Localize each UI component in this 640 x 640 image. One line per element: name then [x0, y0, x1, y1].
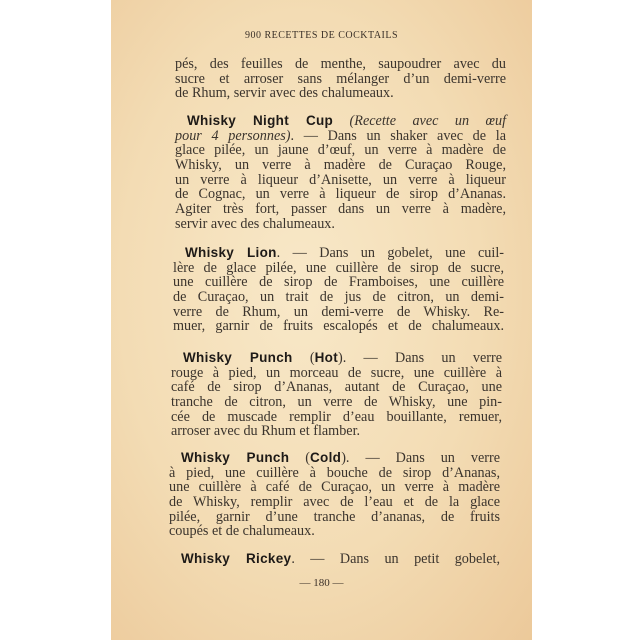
recipe-title-line: [169, 552, 500, 567]
recipe-whisky-night-cup: [175, 114, 506, 232]
text: ). — Dans un verre: [338, 350, 502, 366]
text: (: [292, 350, 315, 366]
text-line: glace pilée, un jaune d’œuf, un verre à madère de: [175, 142, 506, 159]
text: . — Dans un gobelet, une cuil-: [276, 245, 504, 261]
text-line: [175, 129, 506, 144]
recipe-title-line: [169, 451, 500, 466]
recipe-title: Whisky Punch: [183, 350, 293, 365]
text-line: sucre et arroser sans mélanger d’un demi-verre: [175, 70, 506, 87]
book-page: [111, 0, 532, 640]
recipe-title: Whisky Rickey: [181, 551, 292, 566]
text-line: de Rhum, servir avec des chalumeaux.: [175, 85, 394, 102]
text: ). — Dans un verre: [341, 450, 500, 466]
recipe-note: (Recette avec un œuf: [349, 113, 507, 129]
running-header: 900 RECETTES DE COCKTAILS: [244, 30, 399, 41]
text-line: verre de Rhum, un demi-verre de Whisky. Re-: [173, 303, 504, 320]
text-line: pés, des feuilles de menthe, saupoudrer avec du: [175, 56, 506, 72]
text-line: de Curaçao, un trait de jus de citron, un demi-: [173, 289, 504, 306]
recipe-title-line: [175, 114, 506, 129]
text-line: un verre à liqueur d’Anisette, un verre à liqueur: [175, 171, 506, 188]
text-line: à pied, une cuillère à bouche de sirop d’Ananas,: [169, 464, 500, 481]
text-line: lère de glace pilée, une cuillère de sirop de sucre,: [173, 259, 504, 276]
text-line: café de sirop d’Ananas, autant de Curaçao, une: [171, 379, 502, 396]
recipe-title: Whisky Punch: [181, 450, 290, 465]
text: . — Dans un shaker avec de la: [290, 127, 506, 144]
text-line: de Whisky, remplir avec de l’eau et de la glace: [169, 494, 500, 511]
text-line: arroser avec du Rhum et flamber.: [171, 423, 361, 440]
text-line: cée de muscade remplir d’eau bouillante, remuer,: [171, 408, 502, 425]
recipe-whisky-punch-hot: [171, 351, 502, 439]
intro-paragraph: [175, 57, 506, 101]
text-line: rouge à pied, un morceau de sucre, une cuillère à: [171, 364, 502, 381]
text-line: muer, garnir de fruits escalopés et de chalumeaux.: [173, 318, 504, 335]
text-line: coupés et de chalumeaux.: [169, 523, 315, 540]
text: (: [289, 450, 310, 466]
text-line: de Cognac, un verre à liqueur de sirop d’Ananas.: [175, 186, 506, 203]
text-line: servir avec des chalumeaux.: [175, 215, 335, 232]
text-line: une cuillère à café de Curaçao, un verre à madère: [169, 479, 500, 496]
recipe-whisky-lion: [173, 246, 504, 334]
text-line: pilée, garnir d’une tranche d’ananas, de fruits: [169, 508, 500, 525]
recipe-variant: Hot: [314, 350, 338, 365]
text-line: Whisky, un verre à madère de Curaçao Rouge,: [175, 157, 506, 174]
recipe-whisky-rickey: [169, 552, 500, 567]
text-line: une cuillère de sirop de Framboises, une cuillère: [173, 274, 504, 291]
page-number: — 180 —: [299, 577, 344, 589]
recipe-title-line: [171, 351, 502, 366]
text-line: Agiter très fort, passer dans un verre à madère,: [175, 201, 506, 218]
recipe-note: pour 4 personnes): [175, 127, 291, 144]
recipe-title: Whisky Night Cup: [187, 113, 334, 128]
recipe-title: Whisky Lion: [185, 245, 277, 260]
recipe-title-line: [173, 246, 504, 261]
text-line: tranche de citron, un verre de Whisky, une pin-: [171, 394, 502, 411]
recipe-whisky-punch-cold: [169, 451, 500, 539]
text: . — Dans un petit gobelet,: [291, 551, 500, 567]
recipe-variant: Cold: [310, 450, 342, 465]
